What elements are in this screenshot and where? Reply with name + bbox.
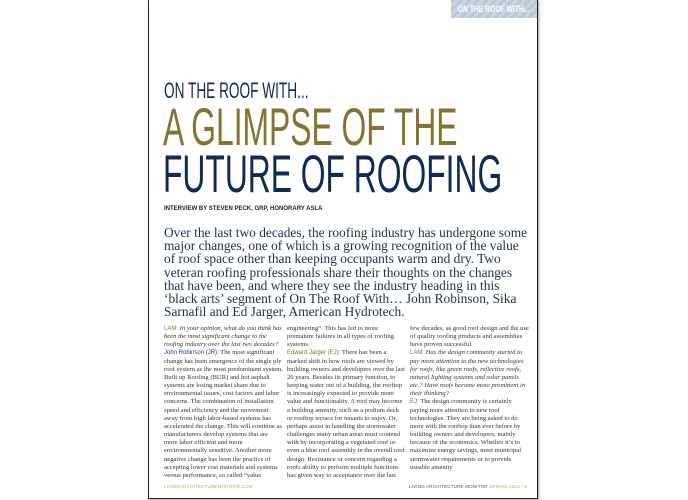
question-text: Has the design community started to pay more attention to the new technologies for roofs, like green roofs, reflective roofs, natural lighting systems and solar panels etc.? Have roofs become more prominent in their thinking? [410,349,526,398]
magazine-page [148,0,538,499]
title-line-2: FUTURE OF ROOFING [163,145,503,204]
kicker: ON THE ROOF WITH... [164,78,309,103]
answer-text: The design community is certainly paying more attention to new roof technologies. They are being asked to do more with the rooftop than ever before by building owners and developers, mainly because of the economics. Whether it’s to maximize energy savings, meet municipal stormwater requirements or to provide useable amenity [410,398,522,471]
byline: INTERVIEW BY STEVEN PECK, GRP, HONORARY ASLA [164,206,323,212]
speaker-label: EJ: [410,399,419,406]
footer-folio [409,484,527,489]
interviewer-label: LAM: [164,326,179,332]
footer-publication: LIVING ARCHITECTURE MONITOR [408,484,488,489]
title-line-1: A GLIMPSE OF THE [163,98,458,157]
section-tag-label: ON THE ROOF WITH... [457,4,529,14]
page-number: / 5 [521,484,527,489]
footer-website: LIVINGARCHITECTUREMONITOR.COM [164,484,253,489]
speaker-label: John Robinson (JR): [164,350,219,357]
section-tag [451,0,537,18]
lead-paragraph: Over the last two decades, the roofing industry has undergone some major changes, one of which is a growing recognition of the value of roof space other than keeping occupants warm and dry. Two veteran roofing professionals share their thoughts on the changes that have been, and where they see the industry heading in this ‘black arts’ segment of On The Roof With… John Robinson, Sika Sarnafil and Ed Jarger, American Hydrotech. [164,225,528,320]
question-text: In your opinion, what do you think has been the most significant change to the roofing industry over the last two decades? [164,325,282,349]
answer-text: There has been a marked shift in how roofs are viewed by building owners and developers over the last 20 years. Besides its primary function, to keeping water out of a building, the rooftop is increasingly expected to provide more value and functionality. A roof may become a building amenity, such as a podium deck or rooftop terrace for tenants to enjoy. Or, perhaps assist in handling the stormwater challenges many urban areas must contend with by incorporating a vegetated roof or even a blue roof assembly in the overall roof design. Resistance or concern regarding a roofs ability to perform multiple functions has given way to acceptance over the last few decades, as good roof design and the use of quality roofing products and assemblies have proven successful. [287,325,529,479]
question-1 [164,325,282,348]
article-body-columns [164,325,529,485]
interviewer-label: LAM: [410,350,425,357]
speaker-label: Edward Jarger (EJ): [287,350,341,357]
footer-issue: SPRING 2013 [489,484,520,489]
answer-text: The most significant change has been emergence of the single ply roof system as the most predominant system. Built up Roofing (BUR) and hot asphalt systems are losing market share due to environmental issues, cost factors and labor concerns. The combination of installation speed and efficiency and the movement away from high labor-based systems has accelerated the change. This will continue as manufacturers develop systems that are more labor efficient and more environmentally sensitive. Another more negative change has been the practice of accepting lower cost materials and systems versus performance, so called “value engineering”. This has led to more premature failures in all types of roofing systems. [164,325,394,479]
question-2 [410,349,525,397]
